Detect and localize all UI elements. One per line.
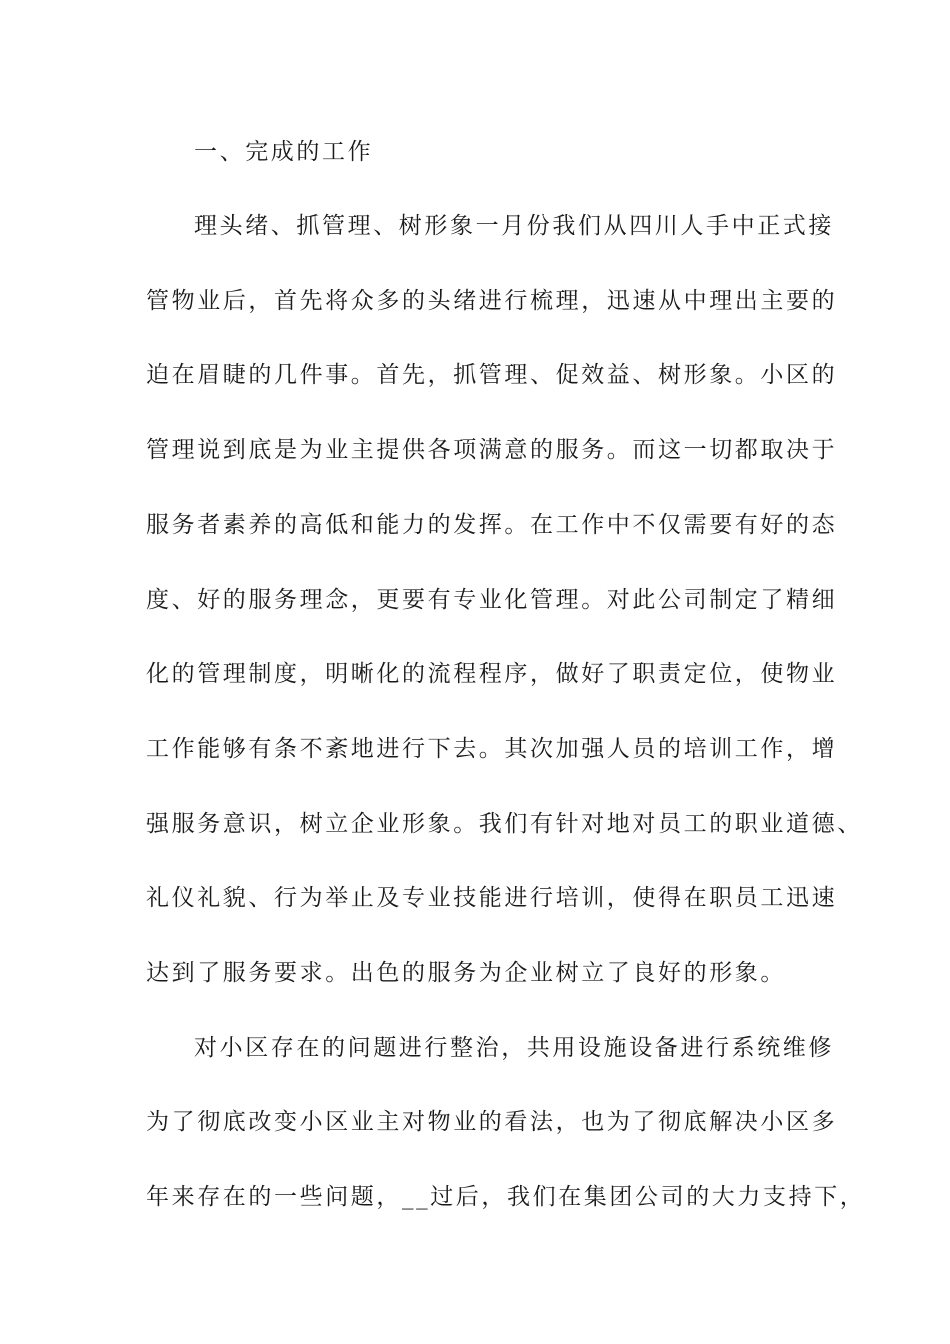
paragraph-line: 化的管理制度，明晰化的流程程序，做好了职责定位，使物业 bbox=[146, 661, 838, 687]
paragraph-line: 度、好的服务理念，更要有专业化管理。对此公司制定了精细 bbox=[146, 587, 838, 613]
paragraph-line: 理头绪、抓管理、树形象一月份我们从四川人手中正式接 bbox=[194, 213, 834, 239]
paragraph-line: 年来存在的一些问题，__过后，我们在集团公司的大力支持下， bbox=[146, 1184, 866, 1210]
paragraph-line: 达到了服务要求。出色的服务为企业树立了良好的形象。 bbox=[146, 960, 786, 986]
paragraph-line: 工作能够有条不紊地进行下去。其次加强人员的培训工作，增 bbox=[146, 736, 838, 762]
paragraph-line: 对小区存在的问题进行整治，共用设施设备进行系统维修 bbox=[194, 1035, 834, 1061]
paragraph-line: 强服务意识，树立企业形象。我们有针对地对员工的职业道德、 bbox=[146, 811, 863, 837]
paragraph-line: 礼仪礼貌、行为举止及专业技能进行培训，使得在职员工迅速 bbox=[146, 885, 838, 911]
paragraph-line: 管物业后，首先将众多的头绪进行梳理，迅速从中理出主要的 bbox=[146, 288, 838, 314]
paragraph-line: 服务者素养的高低和能力的发挥。在工作中不仅需要有好的态 bbox=[146, 512, 838, 538]
paragraph-line: 管理说到底是为业主提供各项满意的服务。而这一切都取决于 bbox=[146, 437, 838, 463]
paragraph-line: 迫在眉睫的几件事。首先，抓管理、促效益、树形象。小区的 bbox=[146, 362, 838, 388]
paragraph-line: 为了彻底改变小区业主对物业的看法，也为了彻底解决小区多 bbox=[146, 1109, 838, 1135]
section-heading: 一、完成的工作 bbox=[194, 139, 374, 165]
